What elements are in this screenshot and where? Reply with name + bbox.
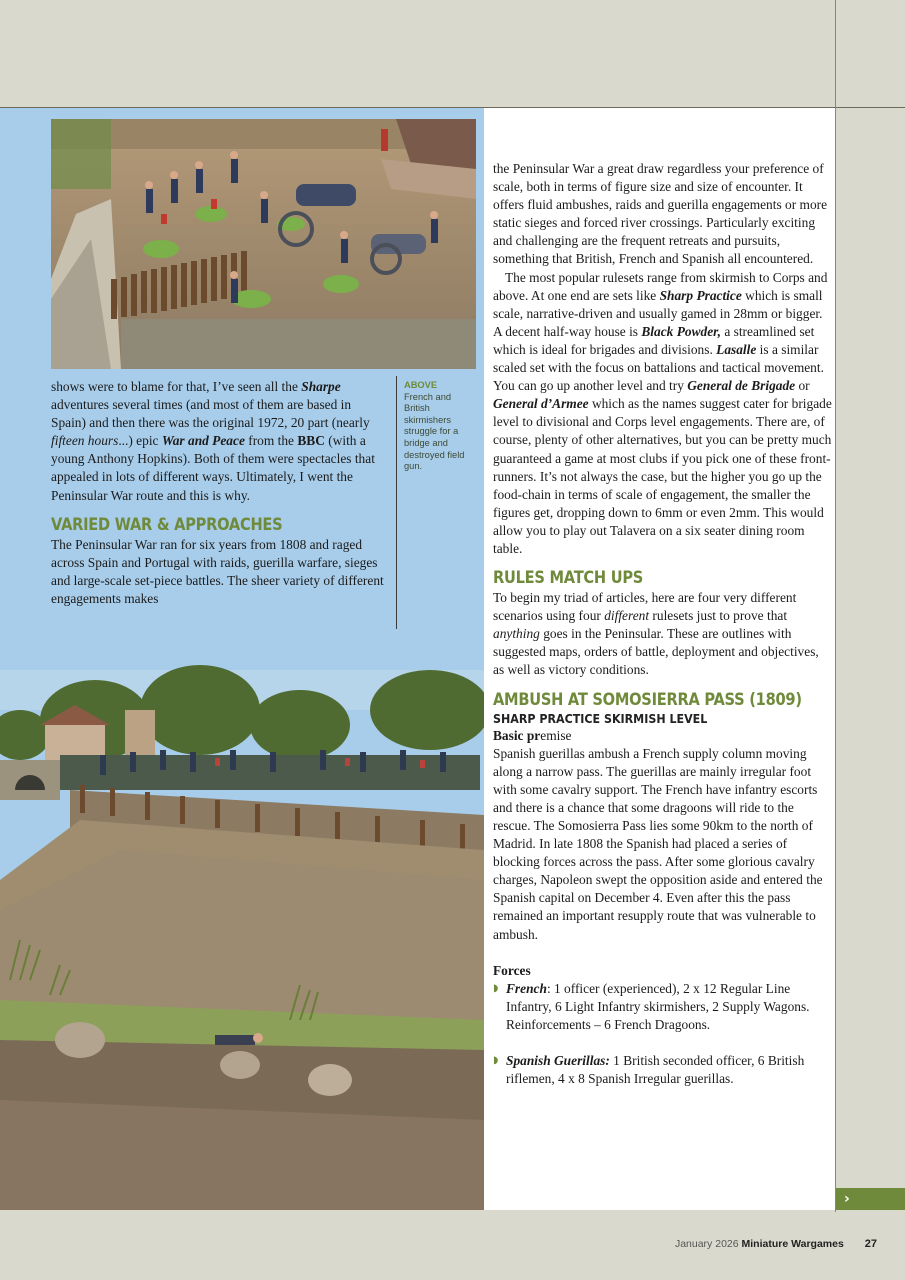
premise-paragraph: Spanish guerillas ambush a French supply column moving along a narrow pass. The guerillas are mainly irregular foot with some cavalry support. The French have infantry escorts and there is a chance that some dragoons will ride to the rescue. The Somosierra Pass lies some 90km to the north of Madrid. In late 1808 the Spanish had placed a series of blocking forces across the pass. After some glorious cavalry charges, Napoleon swept the opposition aside and entered the Spanish capital on December 4. Even after this the pass remained an important resupply route that was vulnerable to ambush. [493,745,823,942]
right-margin-rule [835,0,836,1212]
footer-date: January 2026 [674,1238,739,1250]
top-photo [51,119,476,369]
forces-bullet-french: ◗ French: 1 officer (experienced), 2 x 12 Regular Line Infantry, 6 Light Infantry skirmishers, 2 Supply Wagons. Reinforcements – 6 French Dragoons. [493,980,810,1032]
top-margin-band [0,0,905,108]
caption-divider [396,376,397,629]
caption-text: French and British skirmishers struggle for a bridge and destroyed field gun. [404,391,465,472]
section-heading-ambush: AMBUSH AT SOMOSIERRA PASS (1809) [493,689,802,710]
right-column-text [493,160,833,1088]
right-paragraph-2: The most popular rulesets range from skirmish to Corps and above. At one end are sets like Sharp Practice which is small scale, narrative-driven and usually gamed in 28mm or bigger. A decent half-way house is Black Powder, a streamlined set which is ideal for brigades and divisions. Lasalle is a similar scaled set with the focus on battalions and tactical movement. You can go up another level and try General de Brigade or General d’Armee which as the names suggest cater for brigade level to divisional and Corps level engagements. There are, of course, plenty of other alternatives, but you can be pretty much guaranteed a game at most clubs if you pick one of these front-runners. It’s not always the case, but the higher you go up the food-chain in terms of scale of engagement, the smaller the figures get, dropping down to 6mm or even 2mm. This would allow you to play out Talavera on a six seater dining room table. [493,269,832,556]
section-heading-varied-war: VARIED WAR & APPROACHES [51,514,283,535]
right-paragraph-3: To begin my triad of articles, here are four very different scenarios using four different rulesets just to prove that anything goes in the Peninsular. These are outlines with suggested maps, orders of battle, deployment and objectives, as well as victory conditions. [493,590,819,678]
left-paragraph-2: The Peninsular War ran for six years from 1808 and raged across Spain and Portugal with raids, guerilla warfare, sieges and large-scale set-piece battles. The sheer variety of different engagements makes [51,536,384,606]
forces-label: Forces [493,962,531,978]
bullet-icon: ◗ [493,1055,499,1067]
scenario-subheading: SHARP PRACTICE SKIRMISH LEVEL [493,710,708,726]
bottom-photo-illustration [0,640,484,1210]
section-heading-rules-match-ups: RULES MATCH UPS [493,568,644,589]
top-photo-illustration [51,119,476,369]
next-page-arrow-icon[interactable]: › [836,1188,905,1210]
bullet-icon: ◗ [493,982,499,994]
forces-bullet-spanish: ◗ Spanish Guerillas: 1 British seconded officer, 6 British riflemen, 4 x 8 Spanish Irregular guerillas. [493,1053,805,1087]
left-paragraph-1: shows were to blame for that, I’ve seen all the Sharpe adventures several times (and most of them are based in Spain) and then there was the original 1972, 20 part (nearly fifteen hours...) epic War and Peace from the BBC (with a young Anthony Hopkins). Both of them were spectacles that appealed in lots of different ways. Ultimately, I went the Peninsular War route and this is why. [51,379,375,503]
caption-label: ABOVE [404,380,438,390]
premise-label: Basic premise [493,727,572,743]
footer-publication: Miniature Wargames [741,1238,844,1250]
right-paragraph-1: the Peninsular War a great draw regardless your preference of scale, both in terms of figure size and size of encounter. It offers fluid ambushes, raids and guerilla engagements or more static sieges and forced river crossings. Particularly exciting and challenging are the frequent retreats and pursuits, something that British, French and Spanish all encountered. [493,161,828,267]
left-column-text [51,378,388,608]
page-footer [675,1238,877,1250]
bottom-photo [0,640,484,1210]
photo-caption [404,380,476,473]
page-number: 27 [864,1238,877,1250]
